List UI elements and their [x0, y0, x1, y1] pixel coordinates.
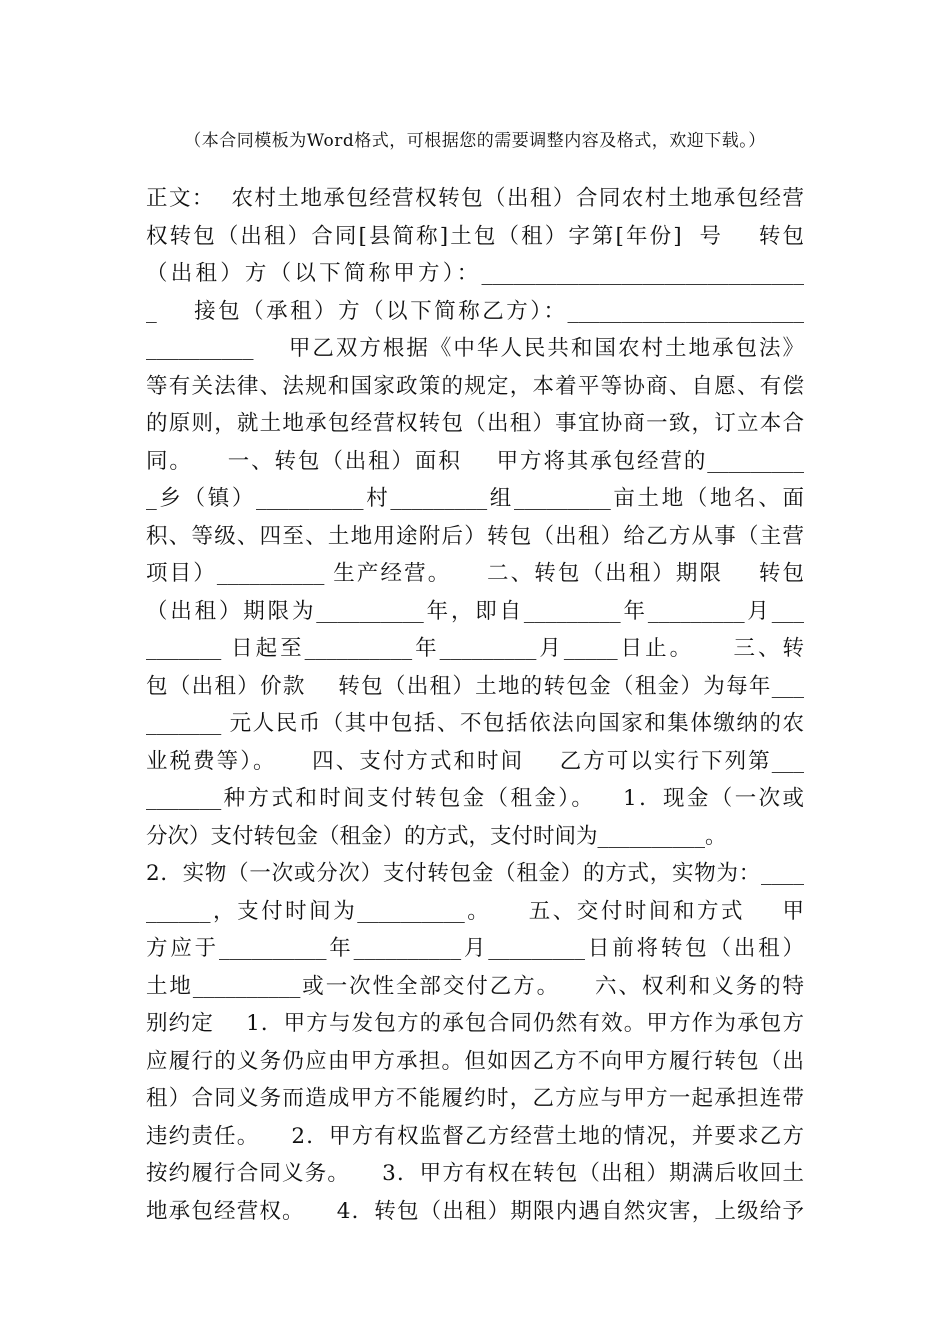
body-line: 地承包经营权。 4．转包（出租）期限内遇自然灾害，上级给予: [146, 1198, 804, 1224]
body-line: 违约责任。 2．甲方有权监督乙方经营土地的情况，并要求乙方: [146, 1123, 804, 1149]
body-line: 包（出租）价款 转包（出租）土地的转包金（租金）为每年___: [146, 673, 804, 699]
body-line: 方应于__________年__________月_________日前将转包（出租）: [146, 936, 804, 961]
body-line: 的原则，就土地承包经营权转包（出租）事宜协商一致，订立本合: [146, 411, 804, 436]
body-line: （出租）期限为__________年，即自_________年_________月___: [146, 598, 804, 624]
body-line: 别约定 1．甲方与发包方的承包合同仍然有效。甲方作为承包方: [146, 1011, 804, 1036]
body-line: 权转包（出租）合同[县简称]土包（租）字第[年份] 号 转包: [146, 223, 804, 249]
body-line: _乡（镇）__________村_________组_________亩土地（地名、面: [146, 486, 804, 511]
body-line: （出租）方（以下简称甲方）：______________________________: [146, 261, 804, 286]
body-line: 同。 一、转包（出租）面积 甲方将其承包经营的_________: [146, 448, 804, 474]
body-line: _ 接包（承租）方（以下简称乙方）：______________________: [146, 298, 804, 324]
body-line: 正文： 农村土地承包经营权转包（出租）合同农村土地承包经营: [146, 186, 804, 211]
body-line: _______种方式和时间支付转包金（租金）。 1．现金（一次或: [146, 786, 804, 811]
body-line: 项目）__________ 生产经营。 二、转包（出租）期限 转包: [146, 561, 804, 586]
template-note: （本合同模板为Word格式，可根据您的需要调整内容及格式，欢迎下载。）: [184, 131, 766, 151]
contract-body: [146, 180, 804, 1230]
body-line: 应履行的义务仍应由甲方承担。但如因乙方不向甲方履行转包（出: [146, 1048, 804, 1074]
body-line: _______ 日起至__________年_________月_____日止。 三、转: [146, 636, 804, 661]
body-line: 等有关法律、法规和国家政策的规定，本着平等协商、自愿、有偿: [146, 373, 804, 399]
body-line: 租）合同义务而造成甲方不能履约时，乙方应与甲方一起承担连带: [146, 1086, 804, 1111]
body-line: 2．实物（一次或分次）支付转包金（租金）的方式，实物为：____: [146, 861, 804, 886]
body-line: ______，支付时间为__________。 五、交付时间和方式 甲: [146, 898, 804, 924]
body-line: 业税费等）。 四、支付方式和时间 乙方可以实行下列第___: [146, 748, 804, 774]
body-line: _______ 元人民币（其中包括、不包括依法向国家和集体缴纳的农: [146, 711, 804, 736]
body-line: 积、等级、四至、土地用途附后）转包（出租）给乙方从事（主营: [146, 523, 804, 549]
body-line: __________ 甲乙双方根据《中华人民共和国农村土地承包法》: [146, 336, 804, 361]
body-line: 分次）支付转包金（租金）的方式，支付时间为__________。: [146, 823, 727, 849]
body-line: 土地__________或一次性全部交付乙方。 六、权利和义务的特: [146, 973, 804, 999]
body-line: 按约履行合同义务。 3．甲方有权在转包（出租）期满后收回土: [146, 1161, 804, 1186]
